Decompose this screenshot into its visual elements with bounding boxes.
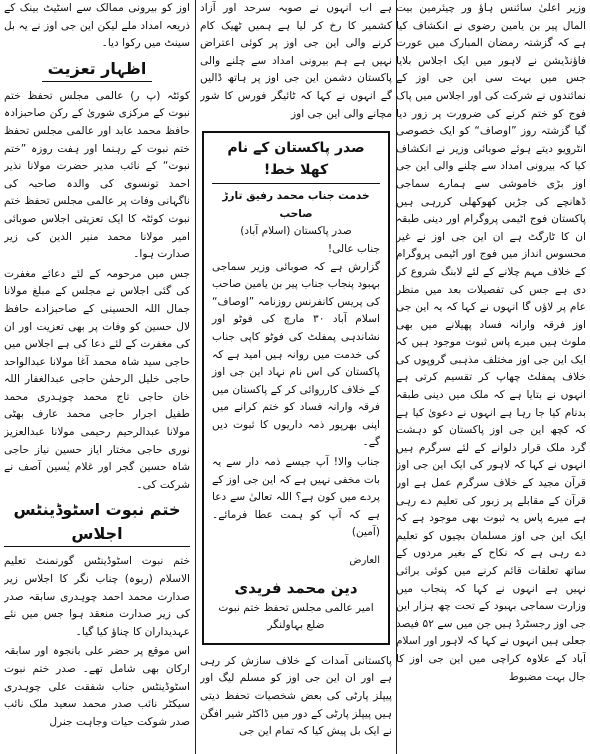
article-continuation: ہے اب انہوں نے صوبہ سرحد اور آزاد کشمیر کا رخ کر لیا ہے ہمیں ٹھیک کام کرنے والی این جی اوز پر کوئی اعتراض نہیں ہے ہم بیرونی امداد سے چلنے والی پاکستان دشمن این جی اوز پر ہاتھ ڈالیں گے انہوں نے کہا کہ ٹائیگر فورس کا شور مچانے والی این جی اوز	[200, 2, 392, 120]
news-paragraph: کوئٹہ (پ ر) عالمی مجلس تحفظ ختم نبوت کے مرکزی شوریٰ کے رکن صاحبزادہ حافظ محمد عابد اور عالمی مجلس تحفظ ختم نبوت کے رہنما اور ہفت روزہ ”ختم نبوت“ کے نائب مدیر حضرت مولانا نذیر احمد تونسوی کی والدہ صاحبہ کی ناگہانی وفات پر عالمی مجلس تحفظ ختم نبوت کوئٹہ کا ایک تعزیتی اجلاس صوبائی امیر مولانا محمد منیر الدین کی زیر صدارت ہوا۔	[4, 89, 190, 261]
article-paragraph: پاکستانی آمدات کے خلاف سازش کر رہی ہے اور ان این جی اوز کو مسلم لیگ اور پیپلز پارٹی کی بعض شخصیات تحفظ دیتی ہیں پیپلز پارٹی کے دور میں ڈاکٹر شیر افگن نے ایک بل پیش کیا کہ تمام این جی	[200, 654, 392, 738]
middle-column	[200, 0, 392, 754]
section-heading-condolence	[4, 57, 190, 82]
left-column	[4, 0, 190, 754]
letter-body: جناب والا! آپ جیسے ذمہ دار سے یہ بات مخفی نہیں ہے کہ این جی اوز کے پردے میں کون ہے؟ اللہ تعالیٰ سے دعا ہے کہ آپ کو ہمت عطا فرمائے۔ (آمین)	[212, 456, 380, 539]
news-paragraph: جس میں مرحومہ کے لئے دعائے مغفرت کی گئی اجلاس نے مجلس کے مبلغ مولانا جمال اللہ الحسینی کے صاحبزادے حافظ لال حسین کو وفات پر بھی تعزیت اور ان کی مغفرت کے لئے دعا کی ہے اجلاس میں حاجی سید شاہ محمد آغا مولانا عبدالواحد حاجی خلیل الرحمٰن حاجی عبدالغفار اللہ خان حاجی تاج محمد چوہدری محمد طفیل اجرار حاجی محمد عارف بھٹی مولانا عبدالرحیم رحیمی مولانا عبدالعزیز نوری حاجی مختار ایاز حسین نیاز حاجی شاہ حسین گجر اور غلام یٰسین آصف نے شرکت کی۔	[4, 267, 190, 491]
article-continuation: اوز کو بیرونی ممالک سے اسٹیٹ بینک کے ذریعہ امداد ملے لیکن این جی اوز نے یہ بل سینٹ میں رکوا دیا۔	[4, 2, 190, 50]
news-paragraph: اس موقع پر حضر علی بانجوہ اور سابقہ ارکان بھی شامل تھے۔ صدر ختم نبوت اسٹوڈینٹس جناب شفقت علی چوہدری سیکٹر نائب صدر محمد سعید ملک نائب صدر شوکت حیات وجاہت جنرل	[4, 645, 190, 728]
letter-salutation: جناب عالی!	[327, 242, 380, 255]
section-heading-text: اظہار تعزیت	[42, 57, 153, 82]
section-heading-text: ختم نبوت اسٹوڈینٹس اجلاس	[4, 498, 190, 547]
signatory-title: امیر عالمی مجلس تحفظ ختم نبوت	[218, 601, 374, 614]
section-heading-students-meeting	[4, 498, 190, 547]
signatory-location: ضلع بہاولنگر	[267, 619, 325, 632]
article-paragraph: وزیر اعلیٰ سائنس ہاؤ ور چیئرمین بیت المال پیر بن یامین رضوی نے انکشاف کیا ہے کہ گزشتہ رمضان المبارک میں عورت فاؤنڈیشن نے لاہور میں ایک اجلاس بلایا جس میں بہت سی این جی اوز کے نمائندوں نے شرکت کی اور اجلاس میں پاک فوج کو ختم کرنے کی ضرورت پر زور دیا گیا گزشتہ روز ”اوصاف“ کو ایک خصوصی انٹرویو دیتے ہوئے صوبائی وزیر نے انکشاف کیا کہ بیرونی امداد سے چلنے والی این جی اوز بڑی خاموشی سے ہمارے سماجی ڈھانچے کی جڑیں کھوکھلی کررہی ہیں پاکستان فوج اٹیمی پروگرام اور دینی طبقہ ان کا ٹارگٹ ہے ان این جی اوز نے غیر محسوس انداز میں فوج اور اٹیمی پروگرام کے خلاف مہم چلانے کے لئے لابنگ شروع کر دی ہے جس کی تفصیلات بعد میں منظر عام پر لاؤں گا انہوں نے کہا کہ یہ این جی اوز فرقہ وارانہ فساد پھیلانے میں بھی ملوث ہیں میرے پاس ثبوت موجود ہیں کہ ایک این جی اوز مختلف مذہبی گروپوں کی خلاف پمفلٹ چھاپ کر تقسیم کرتی ہے انہوں نے بتایا ہے کہ ملک میں دینی طبقہ بدنام کیا جا رہا ہے انہوں نے دعویٰ کیا ہے کہ کچھ این جی اوز پاکستان کو دہشت گرد ملک قرار دلوانے کے لئے سرگرم ہیں انہوں نے کہا کہ لاہور کی ایک این جی اوز قرآن مجید کے خلاف سرگرم عمل ہے اور قرآن کے مقابلے پر زبور کی تعلیم دے رہی ہے میرے پاس یہ ثبوت بھی موجود ہے کہ ایک این جی اوز مسلمان بچیوں کو تعلیم دے رہی ہے کہ نکاح کے بغیر مردوں کے ساتھ تعلقات قائم کرنے میں کوئی برائی نہیں ہے انہوں نے کہا کہ پنجاب میں وزارت سماجی بہبود کے تحت چھ ہزار این جی اوز رجسٹرڈ ہیں جن میں سے ۵۲ فیصد جعلی ہیں انہوں نے کہا کہ لاہور اور اسلام آباد کے علاوہ کراچی میں این جی اوز کا جال بہت مضبوط	[396, 2, 586, 683]
letter-addressee-title: صدر پاکستان (اسلام آباد)	[240, 225, 352, 238]
letter-title: صدر پاکستان کے نام کھلا خط!	[212, 137, 380, 184]
open-letter-box	[202, 131, 390, 645]
column-divider	[195, 0, 196, 754]
letter-signature: دین محمد فریدی	[234, 578, 358, 597]
right-column	[396, 0, 586, 754]
letter-body: گزارش ہے کہ صوبائی وزیر سماجی بہبود پنجاب جناب پیر بن یامین صاحب کی پریس کانفرنس روزنامہ ”اوصاف“ اسلام آباد ۳۰ مارچ کی فوٹو اور نشاندہی پمفلٹ کی فوٹو کاپی جناب کی خدمت میں روانہ ہیں امید ہے کہ پاکستان کی اس نام نہاد این جی اوز کے خلاف کارروائی کر کے پاکستان میں فرقہ وارانہ فساد کو ختم کرانے میں اپنی بھرپور ذمہ داریوں کا ثبوت دیں گے۔	[212, 260, 380, 449]
news-paragraph: ختم نبوت اسٹوڈینٹس گورنمنٹ تعلیم الاسلام (ربوہ) چناب نگر کا اجلاس زیر صدارت محمد احمد چوہدری سابقہ صدر کی زیر صدارت منعقد ہوا جس میں نئے عہدیداران کا چناؤ کیا گیا۔	[4, 555, 190, 638]
letter-addressee: خدمت جناب محمد رفیق تارڑ صاحب	[222, 190, 370, 220]
column-divider	[396, 0, 397, 754]
letter-sign-off: العارض	[349, 555, 380, 567]
